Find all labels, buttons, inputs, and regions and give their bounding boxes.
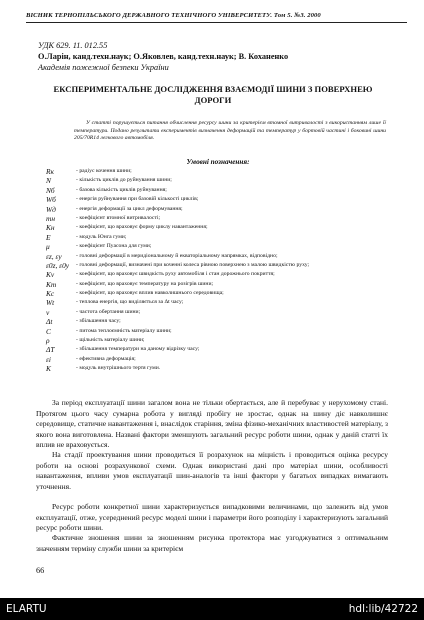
nomenclature-symbol: ΔT <box>46 345 55 355</box>
nomenclature-item <box>46 318 386 327</box>
nomenclature-list <box>46 168 386 375</box>
handle-identifier: hdl:lib/42722 <box>348 603 418 615</box>
repository-name: ELARTU <box>6 603 47 615</box>
article-title: ЕКСПЕРИМЕНТАЛЬНЕ ДОСЛІДЖЕННЯ ВЗАЄМОДІЇ ШИНИ З ПОВЕРХНЕЮ ДОРОГИ <box>53 84 373 105</box>
nomenclature-item <box>46 328 386 337</box>
nomenclature-symbol: mн <box>46 213 56 223</box>
nomenclature-symbol: ρ <box>46 336 50 346</box>
nomenclature-item <box>46 215 386 224</box>
journal-header: ВІСНИК ТЕРНОПІЛЬСЬКОГО ДЕРЖАВНОГО ТЕХНІЧНОГО УНІВЕРСИТЕТУ. Том 5. №3. 2000 <box>26 12 321 19</box>
nomenclature-item <box>46 177 386 186</box>
nomenclature-item <box>46 271 386 280</box>
nomenclature-symbol: Rк <box>46 167 54 176</box>
nomenclature-item <box>46 346 386 355</box>
nomenclature-description: - коефіцієнт, що враховує температуру на розігрів шини; <box>76 280 214 287</box>
repository-footer-bar <box>0 598 424 620</box>
nomenclature-symbol: Km <box>46 279 57 289</box>
nomenclature-symbol: ε0z, ε0y <box>46 260 70 270</box>
body-paragraph: Ресурс роботи конкретної шини характеризується випадковими величинами, що залежить від умов експлуатації, отже, усереднений ресурс моделі шини і параметри його розподілу і характеризують загальний ресурс роботи шини. <box>36 502 388 533</box>
nomenclature-description: - базова кількість циклів руйнування; <box>76 186 167 193</box>
nomenclature-symbol: μ <box>46 242 50 252</box>
nomenclature-item <box>46 168 386 177</box>
nomenclature-item <box>46 356 386 365</box>
nomenclature-description: - модуль Юнга гуми; <box>76 233 127 240</box>
nomenclature-heading: Умовні позначення: <box>186 158 250 166</box>
nomenclature-symbol: K <box>46 364 51 374</box>
nomenclature-description: - коефіцієнт, що враховує швидкість руху автомобіля і стан дорожнього покриття; <box>76 271 275 278</box>
nomenclature-item <box>46 262 386 271</box>
nomenclature-description: - коефіцієнт втомної витривалості; <box>76 214 161 221</box>
nomenclature-item <box>46 290 386 299</box>
nomenclature-description: - теплова енергія, що виділяється за Δt часу; <box>76 299 184 306</box>
affiliation: Академія пожежної безпеки України <box>38 63 169 72</box>
nomenclature-description: - головні деформації, визначені при коченні колеса рівною поверхнею з малою швидкістю руху; <box>76 261 310 268</box>
nomenclature-symbol: Kн <box>46 223 55 233</box>
udc-code: УДК 629. 11. 012.55 <box>38 41 108 50</box>
nomenclature-symbol: εi <box>46 354 51 364</box>
nomenclature-symbol: Wt <box>46 298 55 308</box>
nomenclature-symbol: v <box>46 307 50 317</box>
nomenclature-item <box>46 187 386 196</box>
nomenclature-item <box>46 309 386 318</box>
nomenclature-description: - коефіцієнт, що враховує форму циклу навантаження; <box>76 224 208 231</box>
nomenclature-description: - модуль внутрішнього тертя гуми. <box>76 365 161 372</box>
nomenclature-symbol: Δt <box>46 317 53 327</box>
page-number: 66 <box>36 566 45 575</box>
nomenclature-symbol: E <box>46 232 51 242</box>
nomenclature-item <box>46 337 386 346</box>
nomenclature-description: - збільшення часу; <box>76 318 121 325</box>
nomenclature-symbol: εz, εy <box>46 251 62 261</box>
nomenclature-symbol: Kv <box>46 270 55 280</box>
nomenclature-item <box>46 196 386 205</box>
nomenclature-item <box>46 365 386 374</box>
nomenclature-item <box>46 224 386 233</box>
nomenclature-description: - енергія руйнування при базовій кількості циклів; <box>76 196 199 203</box>
nomenclature-item <box>46 234 386 243</box>
nomenclature-item <box>46 253 386 262</box>
nomenclature-symbol: C <box>46 326 51 336</box>
nomenclature-symbol: Kc <box>46 289 55 299</box>
nomenclature-description: - питома теплоємність матеріалу шини; <box>76 327 172 334</box>
nomenclature-symbol: Wб <box>46 195 56 205</box>
nomenclature-description: - енергія деформації за цикл деформування; <box>76 205 183 212</box>
nomenclature-symbol: Nб <box>46 185 55 195</box>
nomenclature-item <box>46 243 386 252</box>
nomenclature-symbol: Wд <box>46 204 56 214</box>
nomenclature-description: - кількість циклів до руйнування шини; <box>76 177 172 184</box>
nomenclature-description: - ефективна деформація; <box>76 355 136 362</box>
body-paragraph: Фактичне зношення шини за зношенням рисунка протектора має узгоджуватися з оптимальним значенням терміну служби шини за критерієм <box>36 533 388 553</box>
authors: О.Ларін, канд.техн.наук; О.Яковлев, канд.техн.наук; В. Коханенко <box>38 52 289 61</box>
body-paragraph: На стадії проектування шини проводиться її розрахунок на міцність і проводиться оцінка ресурсу роботи на основі розрахункової схеми. Однак використані дані про матеріал шини, особливості навантаження, впливи умов експлуатації шин-аналогів та інші фактори у багатьох випадках вимагають уточнення. <box>36 450 388 491</box>
nomenclature-item <box>46 299 386 308</box>
nomenclature-description: - головні деформації в меридіональному й екваторіальному напрямках, відповідно; <box>76 252 278 259</box>
abstract: У статті порушується питання обчислення ресурсу шини за критерієм втомної витривалості з використанням лише її температури. Подано результати експериментів визначення деформацій та температур у бортовій частині і боковині шини 205/70R14 легкового автомобіля. <box>74 120 386 142</box>
nomenclature-description: - частота обертання шини; <box>76 308 141 315</box>
body-paragraph: За період експлуатації шини загалом вона не тільки обертається, але й перебуває у нерухомому стані. Протягом цього часу сумарна робота у вигляді пробігу не зростає, однак на шину діє навколишнє середовище, статичне навантаження і, внаслідок старіння, зміна фізико-механічних властивостей матеріалу, з якого вона виготовлена. Названі фактори зменшують загальний ресурс роботи шини, однак у даній статті їх вплив не враховується. <box>36 398 388 450</box>
nomenclature-symbol: N <box>46 176 51 186</box>
nomenclature-description: - збільшення температури на даному відрізку часу; <box>76 346 200 353</box>
nomenclature-item <box>46 281 386 290</box>
nomenclature-description: - щільність матеріалу шини; <box>76 337 145 344</box>
header-rule <box>26 22 407 23</box>
nomenclature-description: - коефіцієнт Пуасона для гуми; <box>76 243 152 250</box>
nomenclature-description: - коефіцієнт, що враховує вплив навколишнього середовища; <box>76 290 224 297</box>
nomenclature-item <box>46 206 386 215</box>
nomenclature-description: - радіус кочення шини; <box>76 168 132 174</box>
